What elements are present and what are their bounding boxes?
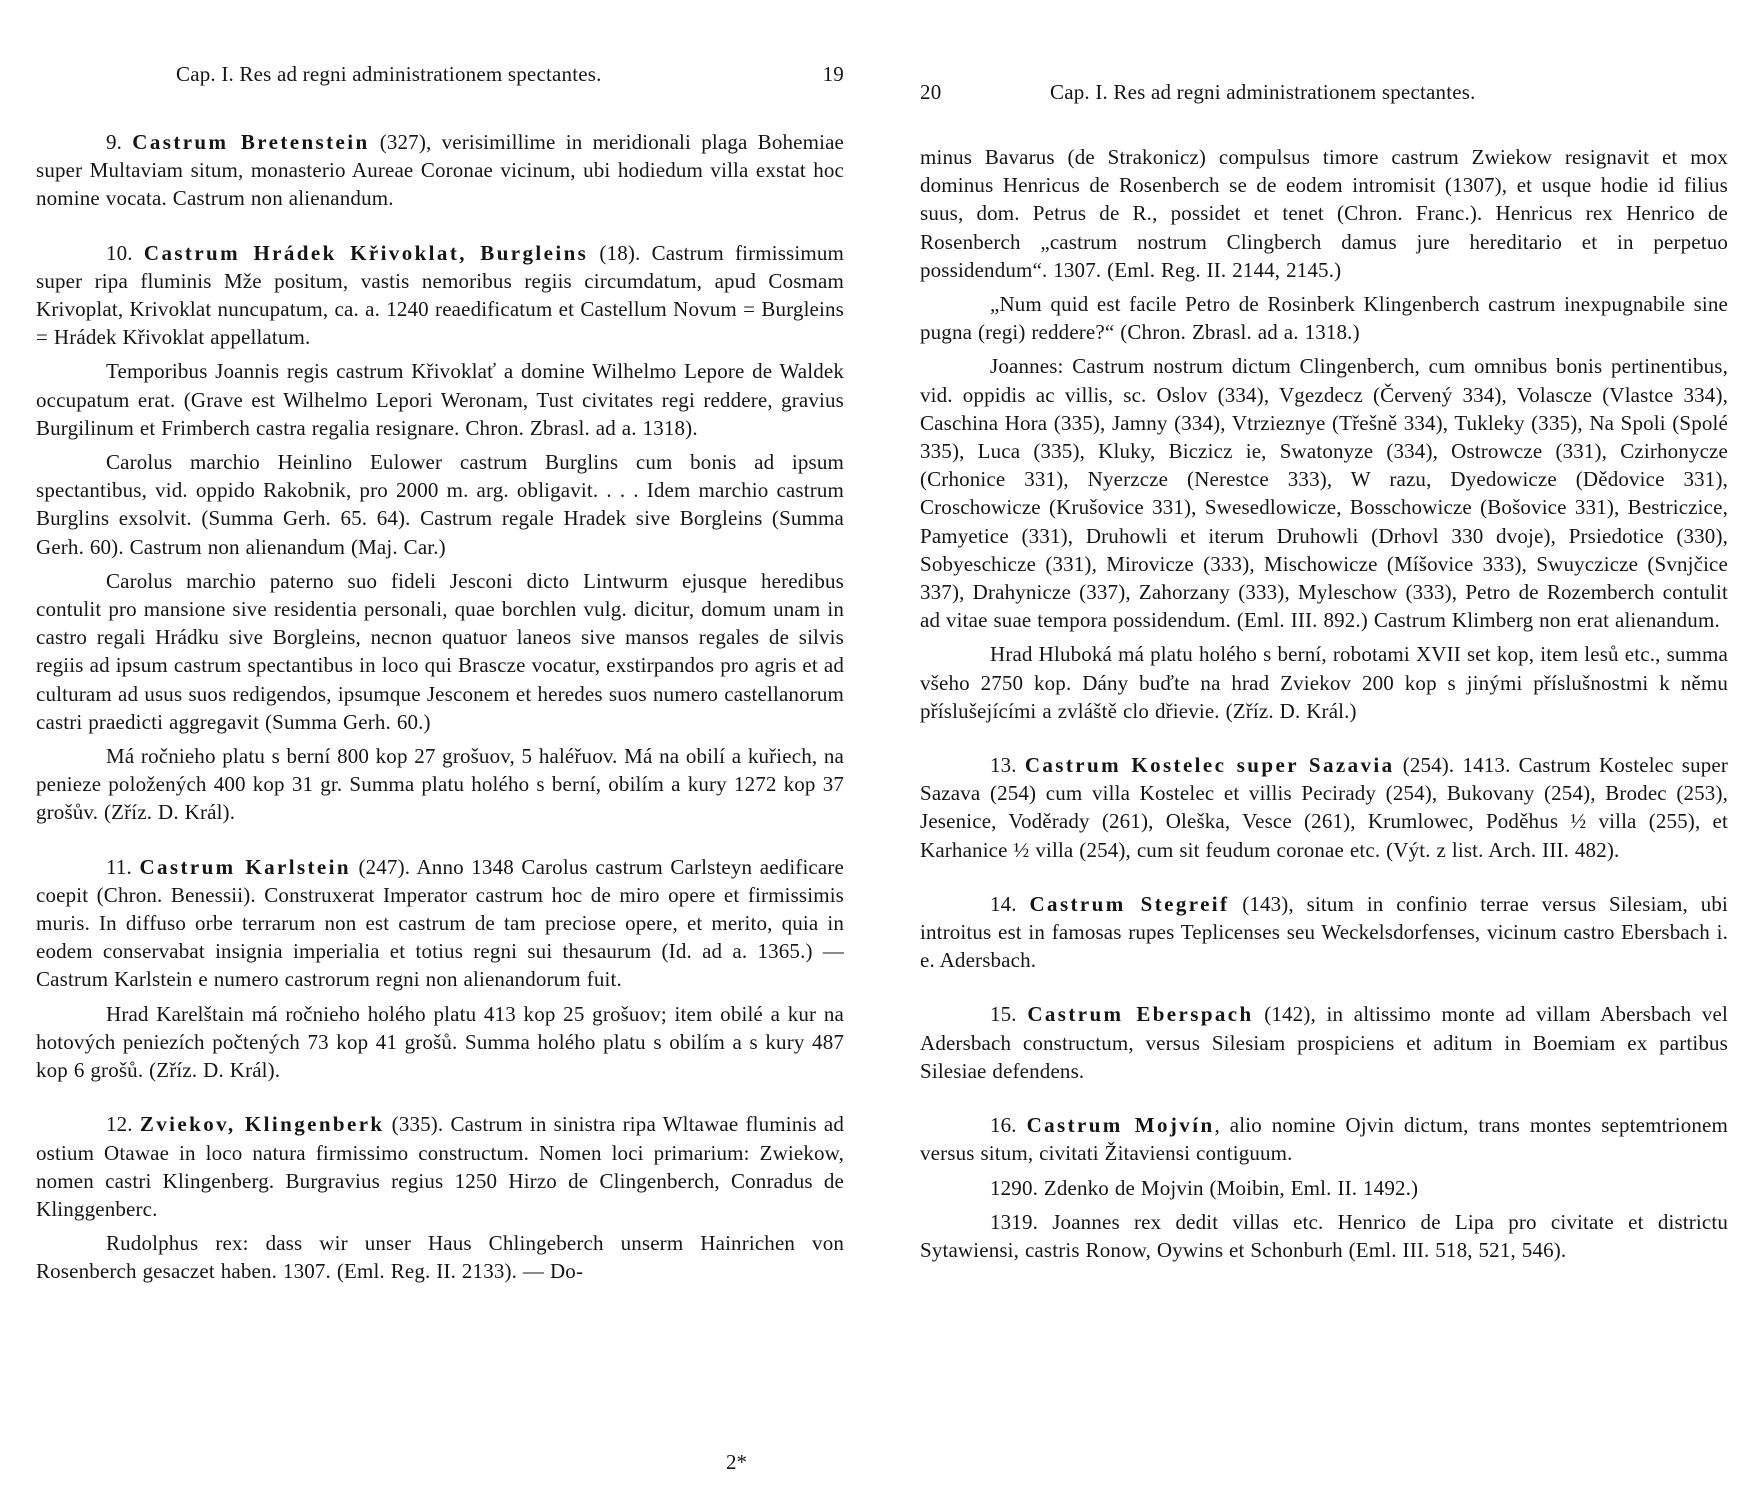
paragraph-rudolphus-rex: Rudolphus rex: dass wir unser Haus Chlingeberch unserm Hainrichen von Rosenberch gesaczet haben. 1307. (Eml. Reg. II. 2133). — Do- [36, 1231, 844, 1284]
signature-mark: 2* [726, 1450, 747, 1474]
right-page-number: 20 [920, 80, 942, 104]
paragraph-text: (254). 1413. Castrum Kostelec super Sazava (254) cum villa Kostelec et villis Pecirady (254), Bukovany (254), Brodec (253), Jesenice, Voděrady (261), Oleška, Vesce (261), Krumlowec, Poděhus ½ villa (255), et Karhanice ½ villa (254), cum sit feudum coronae etc. (Výt. z list. Arch. III. 482). [920, 753, 1728, 862]
section-number: 9. [106, 130, 123, 154]
paragraph-num-quid: „Num quid est facile Petro de Rosinberk Klingenberch castrum inexpugnabile sine pugna (regi) reddere?“ (Chron. Zbrasl. ad a. 1318.) [920, 292, 1728, 345]
paragraph-castrum-karlstein [36, 853, 844, 994]
paragraph-joannes-clingenberch: Joannes: Castrum nostrum dictum Clingenberch, cum omnibus bonis pertinentibus, vid. oppidis ac villis, sc. Oslov (334), Vgezdecz (Červený 334), Volascze (Vlastce 334), Caschina Hora (335), Jamny (334), Vtrzieznye (Třešně 334), Tukleky (335), Na Spoli (Spolé 335), Luca (335), Kluky, Biczicz ie, Swatonyze (334), Ostrowcze (331), Czirhonycze (Crhonice 331), Nyerzcze (Nerestce 333), W razu, Dyedowicze (Dědovice 331), Croschowicze (Krušovice 331), Swesedlowicze, Bosschowicze (Bošovice 331), Bestriczice, Pamyetice (331), Druhowli et iterum Druhowli (Drhovl 330 dvoje), Prsiedotice (330), Sobyeschicze (331), Mirovicze (333), Mischowicze (Míšovice 333), Swuyczicze (Svnjčice 337), Drahynicze (337), Zahorzany (333), Myleschow (333), Petro de Rozemberch contulit ad vitae suae tempora possidendum. (Eml. III. 892.) Castrum Klimberg non erat alienandum. [920, 354, 1728, 633]
paragraph-castrum-bretenstein [36, 128, 844, 213]
left-page-body [36, 128, 844, 1292]
paragraph-zviekov [36, 1110, 844, 1223]
section-heading: Castrum Mojvín [1026, 1113, 1215, 1138]
paragraph-text: (18). Castrum firmissimum super ripa fluminis Mže positum, vastis nemoribus regiis circumdatum, apud Cosmam Krivoplat, Krivoklat nuncupatum, ca. a. 1240 reaedificatum et Castellum Novum = Burgleins = Hrádek Křivoklat appellatum. [36, 240, 844, 350]
paragraph-bavarus-continued: minus Bavarus (de Strakonicz) compulsus timore castrum Zwiekow resignavit et mox dominus Henricus de Rosenberch se de eodem intromisit (1307), et usque hodie id filius suus, dom. Petrus de R., possidet et tenet (Chron. Franc.). Henricus rex Henrico de Rosenberch „castrum nostrum Clingberch damus jure hereditario et in perpetuo possidendum“. 1307. (Eml. Reg. II. 2144, 2145.) [920, 145, 1728, 282]
section-heading: Castrum Hrádek Křivoklat, Burgleins [143, 240, 589, 265]
paragraph-hrad-karelstain: Hrad Karelštain má ročnieho holého platu 413 kop 25 grošuov; item obilé a kur na hotových peniezích počtených 73 kop 41 grošů. Summa holého platu s obilím a s kury 487 kop 6 grošů. (Zříz. D. Král). [36, 1001, 844, 1083]
paragraph-castrum-stegreif [920, 890, 1728, 975]
right-running-head [920, 80, 1728, 110]
paragraph-hrad-hluboka: Hrad Hluboká má platu holého s berní, robotami XVII set kop, item lesů etc., summa všeho 2750 kop. Dány buďte na hrad Zviekov 200 kop s jinými příslušnostmi k němu příslušejícími a zvláště clo dřievie. (Zříz. D. Král.) [920, 642, 1728, 723]
paragraph-jesconi-lintwurm: Carolus marchio paterno suo fideli Jesconi dicto Lintwurm ejusque heredibus contulit pro mansione sive residentia personali, quae borchlen vulg. dicitur, domum unam in castro regali Hrádku sive Borgleins, necnon quatuor laneos sive mansos regales de silvis regiis ad ipsum castrum spectantibus in loco qui Brascze vocatur, exstirpandos pro agris et ad culturam ad usus suos redigendos, ipsumque Jesconem et heredes suos numero castellanorum castri praedicti aggregavit (Summa Gerh. 60.) [36, 568, 844, 734]
paragraph-text: (247). Anno 1348 Carolus castrum Carlsteyn aedificare coepit (Chron. Benessii). Construxerat Imperator castrum hoc de miro opere et firmissimis muris. In diffuso orbe terrarum non est castrum de tam preciose opere, et merito, quia in eodem conservabat insignia imperialia et totius regni sui thesaurum (Id. ad a. 1365.) — Castrum Karlstein e numero castrorum regni non alienandorum fuit. [36, 854, 844, 992]
section-number: 15. [990, 1002, 1017, 1027]
paragraph-text: (142), in altissimo monte ad villam Abersbach vel Adersbach constructum, versus Silesiam prospiciens et aditum in Boemiam ex partibus Silesiae defendens. [920, 1002, 1729, 1083]
section-heading: Castrum Bretenstein [132, 130, 370, 154]
left-running-head [36, 62, 844, 92]
paragraph-text: , alio nomine Ojvin dictum, trans montes septemtrionem versus situm, civitati Žitaviensi contiguum. [920, 1113, 1728, 1166]
right-running-title: Cap. I. Res ad regni administrationem spectantes. [1050, 80, 1476, 104]
section-heading: Castrum Karlstein [139, 854, 351, 879]
section-number: 16. [990, 1113, 1017, 1138]
right-page-body [920, 143, 1728, 1270]
left-page-number: 19 [822, 62, 844, 86]
paragraph-castrum-eberspach [920, 1000, 1728, 1085]
paragraph-joannis-regis: Temporibus Joannis regis castrum Křivoklať a domine Wilhelmo Lepore de Waldek occupatum erat. (Grave est Wilhelmo Lepori Weronam, Tust civitates regi reddere, gravius Burgilinum et Frimberch castra regalia resignare. Chron. Zbrasl. ad a. 1318). [36, 359, 844, 440]
paragraph-rocnieho-platu: Má ročnieho platu s berní 800 kop 27 grošuov, 5 haléřuov. Má na obilí a kuřiech, na penieze položených 400 kop 31 gr. Summa platu holého s berní, obilím a kury 1272 kop 37 grošův. (Zříz. D. Král). [36, 744, 844, 825]
section-number: 13. [990, 753, 1017, 778]
section-number: 10. [106, 240, 133, 265]
paragraph-joannes-rex-lipa: 1319. Joannes rex dedit villas etc. Henrico de Lipa pro civitate et districtu Sytawiensi, castris Ronow, Oywins et Schonburh (Eml. III. 518, 521, 546). [920, 1209, 1728, 1262]
paragraph-zdenko-de-mojvin: 1290. Zdenko de Mojvin (Moibin, Eml. II. 1492.) [990, 1175, 1419, 1200]
paragraph-castrum-mojvin [920, 1111, 1728, 1167]
paragraph-castrum-kostelec [920, 751, 1728, 864]
section-heading: Castrum Stegreif [1029, 891, 1230, 916]
left-running-title: Cap. I. Res ad regni administrationem spectantes. [176, 62, 602, 86]
section-heading: Castrum Kostelec super Sazavia [1024, 753, 1395, 778]
section-heading: Zviekov, Klingenberk [139, 1112, 385, 1137]
paragraph-text: (335). Castrum in sinistra ripa Wltawae fluminis ad ostium Otawae in loco natura firmissimo constructum. Nomen loci primarium: Zwiekow, nomen castri Klingenberg. Burgravius regius 1250 Hirzo de Clingenberch, Conradus de Klinggenberc. [36, 1112, 845, 1221]
paragraph-text: (143), situm in confinio terrae versus Silesiam, ubi introitus est in famosas rupes Teplicenses seu Weckelsdorfenses, vicinum castro Ebersbach i. e. Adersbach. [920, 891, 1728, 973]
paragraph-castrum-hradek [36, 239, 844, 352]
paragraph-text: (327), verisimillime in meridionali plaga Bohemiae super Multaviam situm, monasterio Aureae Coronae vicinum, ubi hodiedum villa exstat hoc nomine vocata. Castrum non alienandum. [36, 130, 845, 211]
section-number: 11. [106, 854, 132, 879]
paragraph-heinlino-eulower: Carolus marchio Heinlino Eulower castrum Burglins cum bonis ad ipsum spectantibus, vid. oppido Rakobnik, pro 2000 m. arg. obligavit. . . . Idem marchio castrum Burglins exsolvit. (Summa Gerh. 65. 64). Castrum regale Hradek sive Borgleins (Summa Gerh. 60). Castrum non alienandum (Maj. Car.) [36, 450, 844, 559]
section-number: 14. [990, 891, 1017, 916]
section-heading: Castrum Eberspach [1027, 1002, 1254, 1027]
section-number: 12. [106, 1112, 133, 1137]
